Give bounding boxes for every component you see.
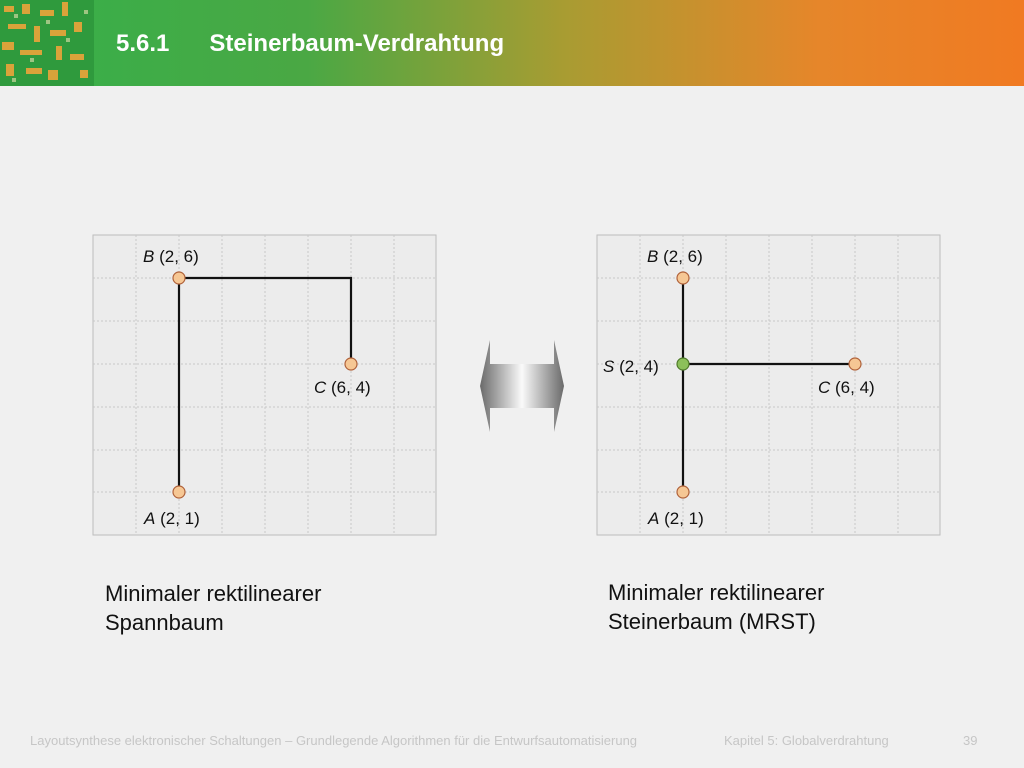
label-b	[143, 247, 199, 266]
label-a-name: A	[144, 509, 156, 528]
label-a-coords: (2, 1)	[664, 509, 704, 528]
footer-chapter: Kapitel 5: Globalverdrahtung	[724, 733, 889, 748]
label-c-coords: (6, 4)	[835, 378, 875, 397]
label-s-coords: (2, 4)	[619, 357, 659, 376]
label-s-name: S	[603, 357, 615, 376]
label-b-coords: (2, 6)	[159, 247, 199, 266]
label-b	[647, 247, 703, 266]
slide-title	[116, 30, 504, 58]
caption-line: Steinerbaum (MRST)	[608, 609, 816, 634]
label-a-coords: (2, 1)	[160, 509, 200, 528]
terminal-b	[677, 272, 689, 284]
caption-line: Minimaler rektilinearer	[105, 581, 322, 606]
label-b-name: B	[647, 247, 659, 266]
section-number: 5.6.1	[116, 30, 170, 57]
label-c-name: C	[314, 378, 327, 397]
steiner-point-s	[677, 358, 689, 370]
label-b-name: B	[143, 247, 155, 266]
label-c	[818, 378, 875, 397]
terminal-c	[849, 358, 861, 370]
steiner-tree-caption	[608, 578, 824, 636]
header-bar	[0, 0, 1024, 86]
label-c	[314, 378, 371, 397]
double-arrow-icon	[480, 340, 564, 437]
label-c-name: C	[818, 378, 831, 397]
label-a	[647, 509, 704, 528]
terminal-a	[677, 486, 689, 498]
label-s	[603, 357, 659, 376]
terminal-b	[173, 272, 185, 284]
steiner-tree-diagram	[594, 230, 944, 545]
terminal-c	[345, 358, 357, 370]
label-a	[143, 509, 200, 528]
label-c-coords: (6, 4)	[331, 378, 371, 397]
caption-line: Minimaler rektilinearer	[608, 580, 825, 605]
terminal-a	[173, 486, 185, 498]
caption-line: Spannbaum	[105, 610, 224, 635]
circuit-logo-icon	[0, 0, 94, 86]
spanning-tree-diagram	[90, 230, 440, 545]
footer-course-title: Layoutsynthese elektronischer Schaltungen – Grundlegende Algorithmen für die Entwurfsautomatisierung	[30, 733, 638, 748]
section-title: Steinerbaum-Verdrahtung	[209, 30, 505, 57]
page-number: 39	[963, 733, 978, 748]
label-a-name: A	[648, 509, 660, 528]
label-b-coords: (2, 6)	[663, 247, 703, 266]
spanning-tree-caption	[105, 579, 321, 637]
